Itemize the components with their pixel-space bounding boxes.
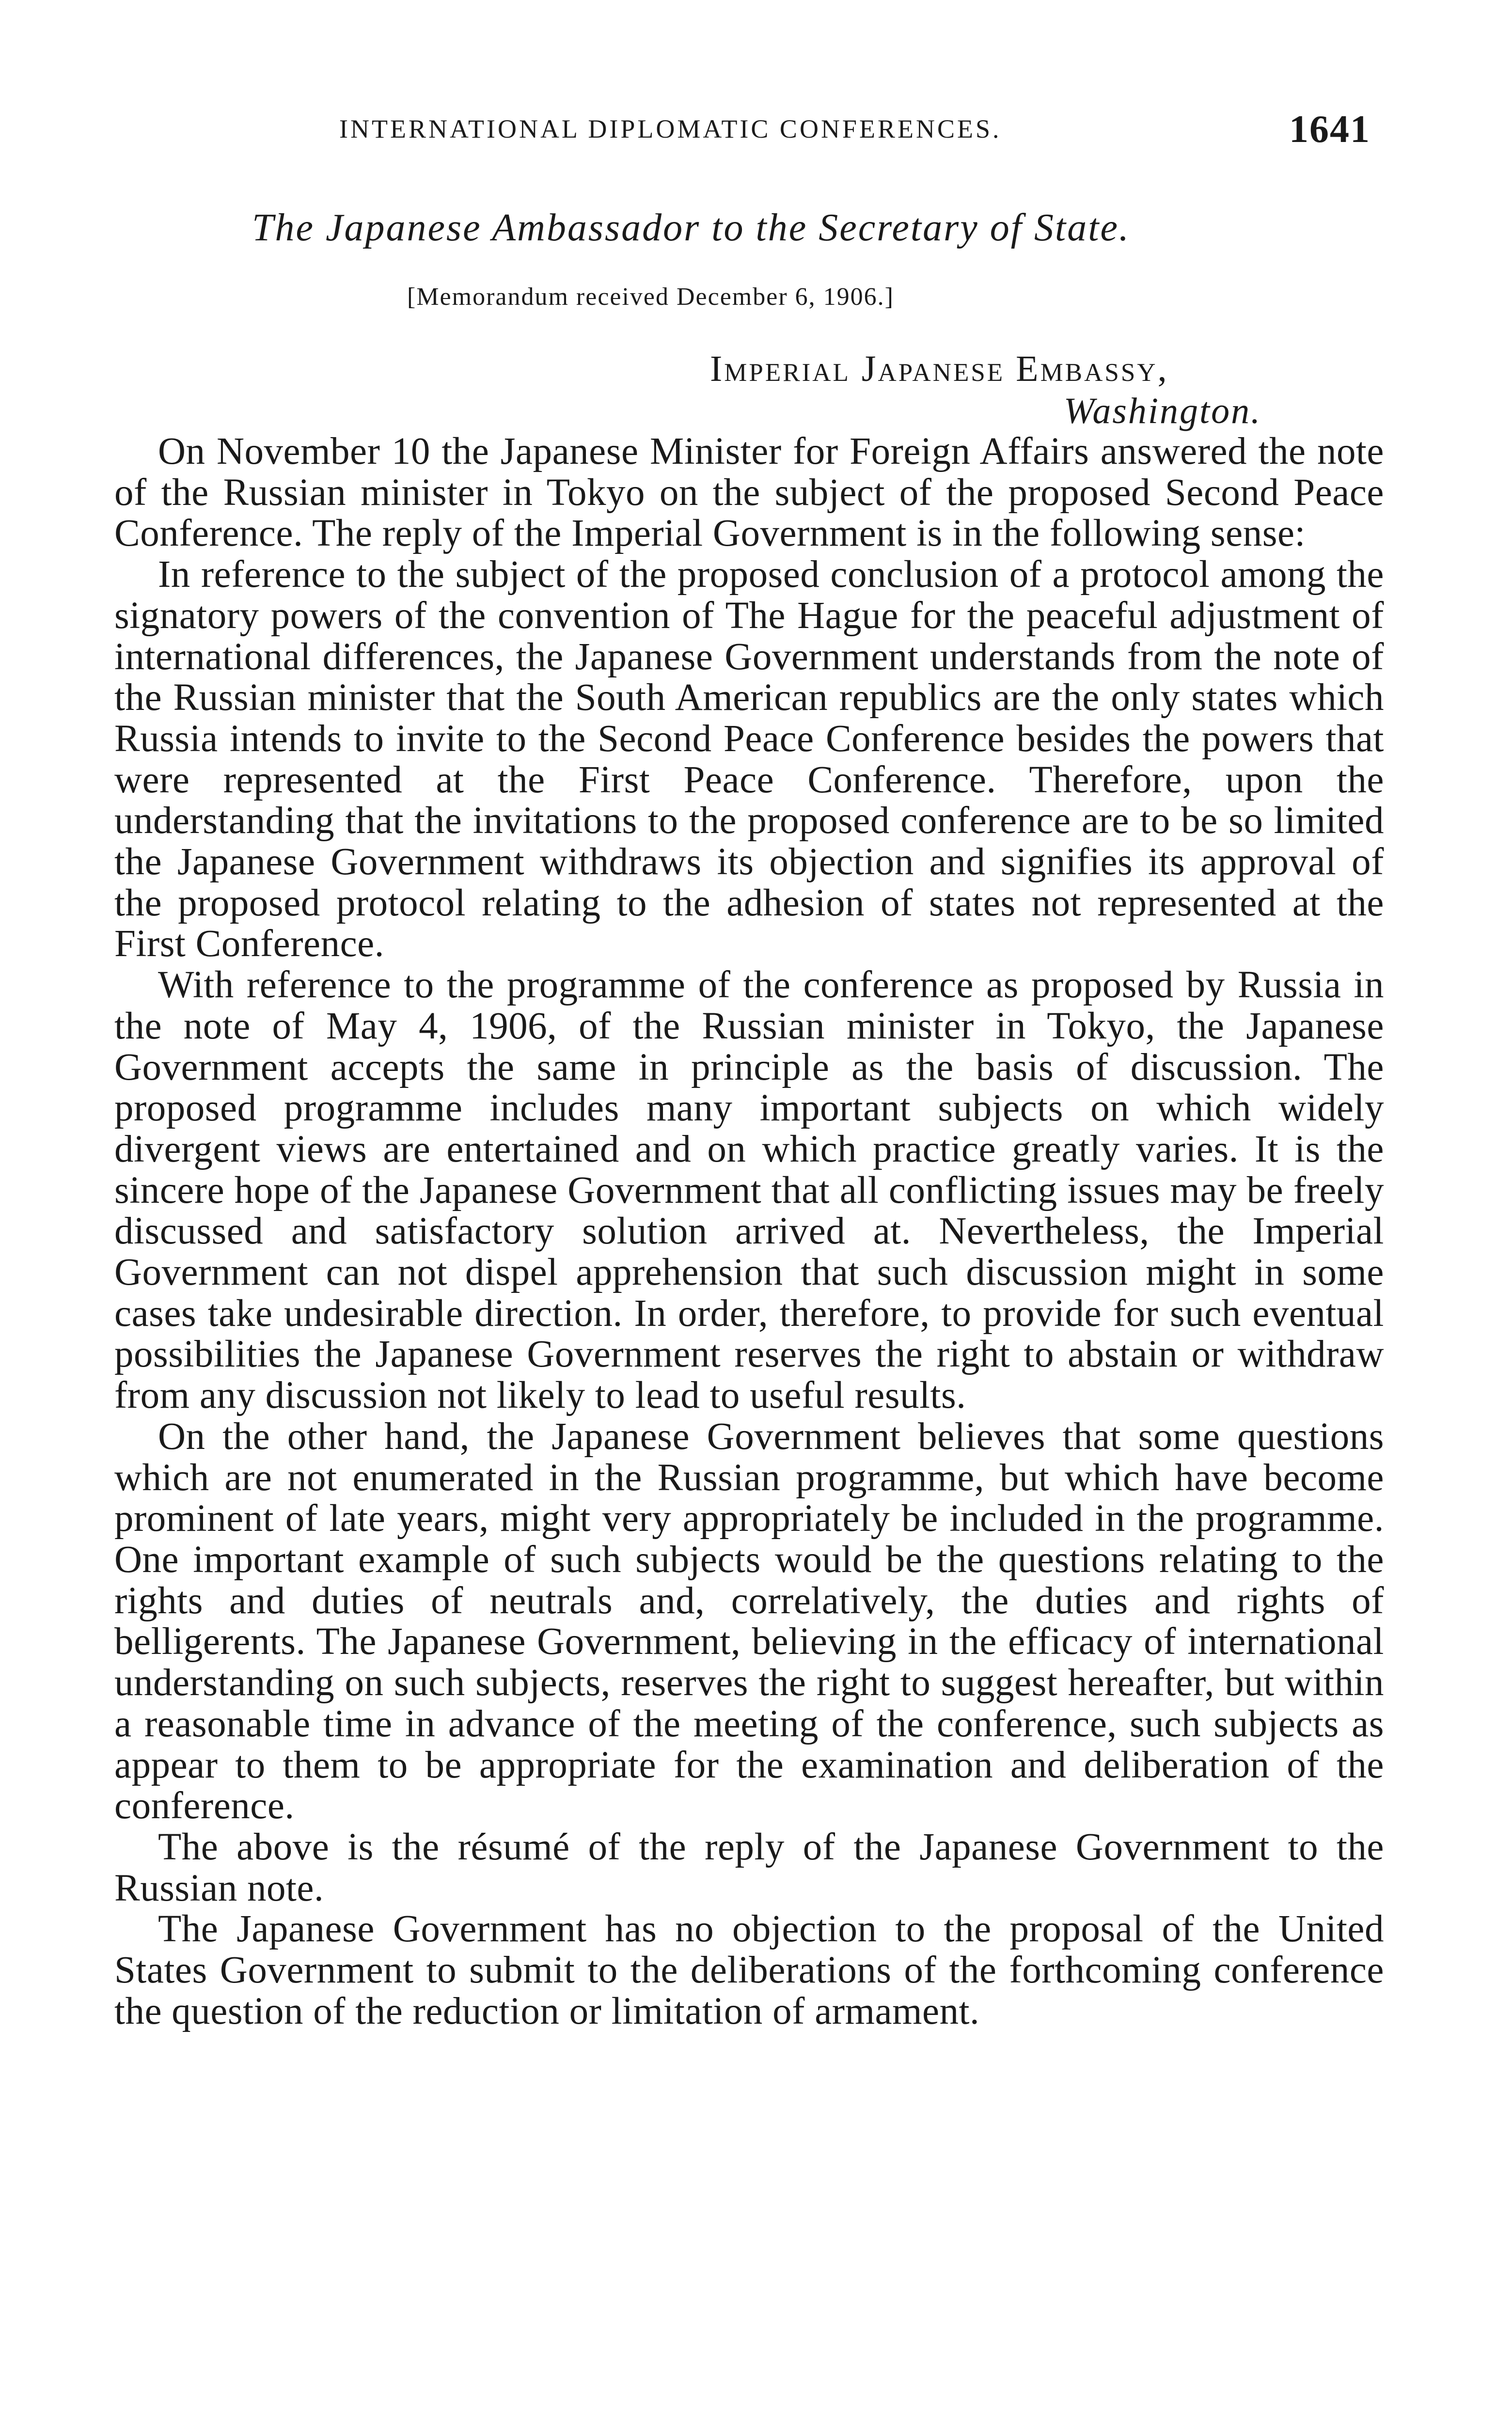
paragraph: On November 10 the Japanese Minister for Foreign Affairs answered the note of the Russian minister in Tokyo on the subject of the proposed Second Peace Conference. The reply of the Imperial Government is in the following sense: [114, 430, 1384, 555]
memorandum-note: [Memorandum received December 6, 1906.] [407, 283, 894, 311]
page-number: 1641 [1289, 108, 1370, 151]
paragraph: In reference to the subject of the proposed conclusion of a protocol among the signatory powers of the convention of The Hague for the peaceful adjustment of international differences, the Japanese Government understands from the note of the Russian minister that the South American republics are the only states which Russia intends to invite to the Second Peace Conference besides the powers that were represented at the First Peace Conference. Therefore, upon the understanding that the invitations to the proposed conference are to be so limited the Japanese Government withdraws its objection and signifies its approval of the proposed protocol relating to the adhesion of states not represented at the First Conference. [114, 553, 1384, 965]
paragraph: With reference to the programme of the conference as proposed by Russia in the note of May 4, 1906, of the Russian minister in Tokyo, the Japanese Government accepts the same in principle as the basis of discussion. The proposed programme includes many important subjects on which widely divergent views are entertained and on which practice greatly varies. It is the sincere hope of the Japanese Government that all conflicting issues may be freely discussed and satisfactory solution arrived at. Nevertheless, the Imperial Government can not dispel apprehension that such discussion might in some cases take undesirable direction. In order, therefore, to provide for such eventual possibilities the Japanese Government reserves the right to abstain or withdraw from any discussion not likely to lead to useful results. [114, 964, 1384, 1417]
paragraph: The above is the résumé of the reply of the Japanese Government to the Russian note. [114, 1825, 1384, 1909]
body-text [114, 431, 1384, 2032]
sender-place: Washington. [1064, 391, 1262, 431]
running-head: INTERNATIONAL DIPLOMATIC CONFERENCES. [339, 114, 1002, 143]
paragraph: The Japanese Government has no objection to the proposal of the United States Government to submit to the deliberations of the forthcoming conference the question of the reduction or limitation of armament. [114, 1908, 1384, 2032]
document-title: The Japanese Ambassador to the Secretary of State. [252, 206, 1130, 249]
paragraph: On the other hand, the Japanese Government believes that some questions which are not enumerated in the Russian programme, but which have become prominent of late years, might very appropriately be included in the programme. One important example of such subjects would be the questions relating to the rights and duties of neutrals and, correlatively, the duties and rights of belligerents. The Japanese Government, believing in the efficacy of international understanding on such subjects, reserves the right to suggest hereafter, but within a reasonable time in advance of the meeting of the conference, such subjects as appear to them to be appropriate for the examination and deliberation of the conference. [114, 1415, 1384, 1827]
sender-embassy: Imperial Japanese Embassy, [710, 348, 1169, 389]
